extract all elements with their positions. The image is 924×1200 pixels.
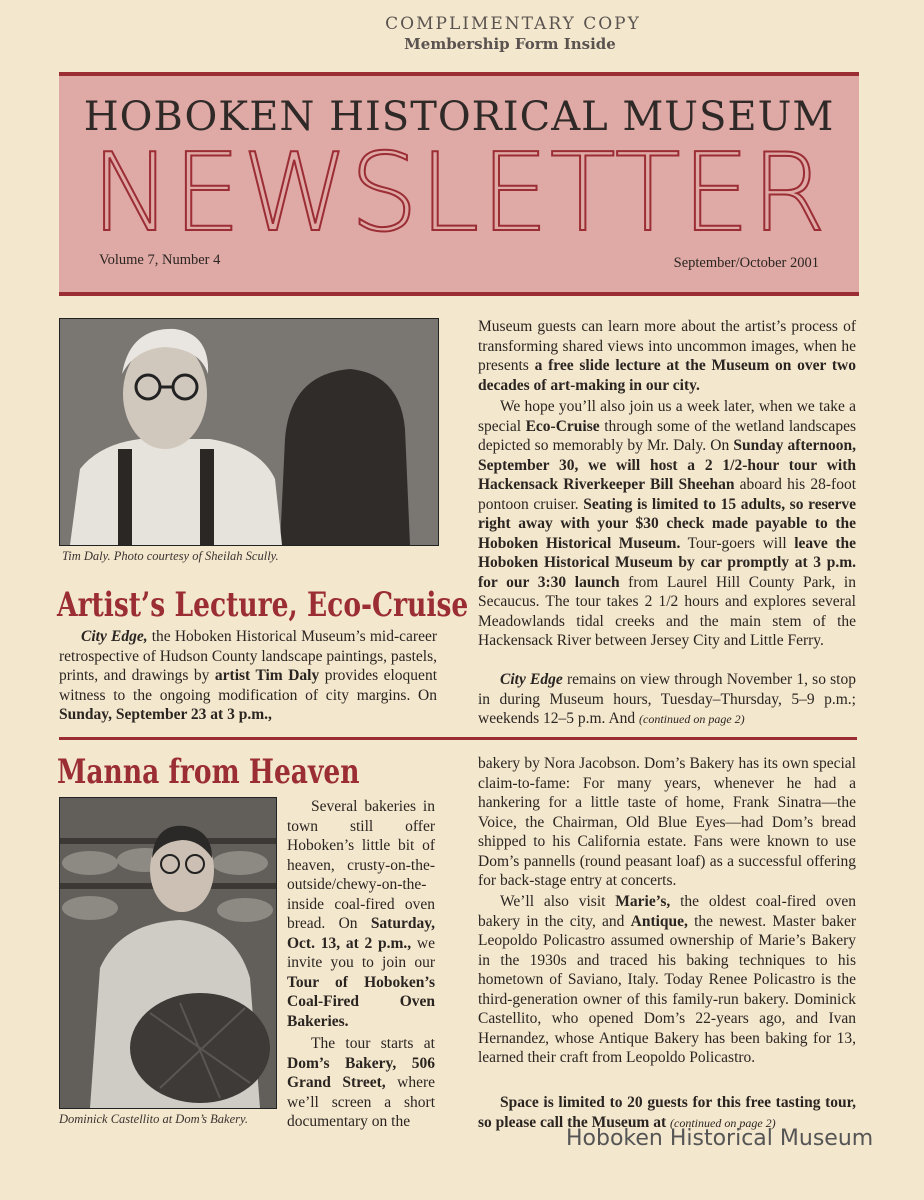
tim-daly-photo: [59, 318, 439, 546]
article-paragraph: Museum guests can learn more about the artist’s process of transforming shared views into uncommon images, when he presents a free slide lecture at the Museum on over two decades of art-making in our city.: [478, 318, 857, 394]
article-paragraph: We hope you’ll also join us a week later, when we take a special Eco-Cruise through some of the wetland landscapes depicted so memorably by Mr. Daly. On Sunday afternoon, September 30, we will host a 2 1/2-hour tour with Hackensack Riverkeeper Bill Sheehan aboard his 28-foot pontoon cruiser. Seating is limited to 15 adults, so reserve right away with your $30 check made payable to the Hoboken Historical Museum. Tour-goers will leave the Hoboken Historical Museum by car promptly at 3 p.m. for our 3:30 launch from Laurel Hill County Park, in Secaucus. The tour takes 2 1/2 hours and explores several Meadowlands tidal creeks and the main stem of the Hackensack River between Jersey City and Little Ferry.: [478, 398, 857, 649]
museum-name: HOBOKEN HISTORICAL MUSEUM: [83, 94, 835, 140]
continued-note: (continued on page 2): [639, 712, 745, 726]
article-paragraph: The tour starts at Dom’s Bakery, 506 Grand Street, where we’ll screen a short documentary on the: [287, 1035, 435, 1130]
photo-caption: Dominick Castellito at Dom’s Bakery.: [59, 1112, 248, 1126]
complimentary-copy-stamp: COMPLIMENTARY COPY: [385, 14, 641, 34]
article-headline: Manna from Heaven: [57, 752, 360, 792]
article-paragraph: We’ll also visit Marie’s, the oldest coal-fired oven bakery in the city, and Antique, the newest. Master baker Leopoldo Policastro assumed ownership of Marie’s Bakery in the 1930s and traced his baking techniques to his hometown of Saviano, Italy. Today Renee Policastro is the third-generation owner of this family-run bakery. Dominick Castellito, who opened Dom’s 22-years ago, and Ivan Hernandez, whose Antique Bakery has been baking for 13, learned their craft from Leopoldo Policastro.: [478, 893, 857, 1066]
membership-form-note: Membership Form Inside: [404, 35, 616, 53]
article-paragraph: City Edge remains on view through November 1, so stop in during Museum hours, Tuesday–Thursday, 5–9 p.m.; weekends 12–5 p.m. And (continued on page 2): [478, 671, 856, 727]
article-paragraph: Several bakeries in town still offer Hoboken’s little bit of heaven, crusty-on-the-outside/chewy-on-the-inside coal-fired oven bread. On Saturday, Oct. 13, at 2 p.m., we invite you to join our Tour of Hoboken’s Coal-Fired Oven Bakeries.: [287, 798, 435, 1030]
article-headline: Artist’s Lecture, Eco-Cruise: [57, 585, 469, 625]
baker-illustration: [60, 798, 276, 1108]
issue-date: September/October 2001: [673, 255, 819, 271]
portrait-illustration: [60, 319, 438, 545]
watermark: Hoboken Historical Museum: [566, 1126, 874, 1151]
article-paragraph: City Edge, the Hoboken Historical Museum’s mid-career retrospective of Hudson County landscape paintings, pastels, prints, and drawings by artist Tim Daly provides eloquent witness to the ongoing modification of city margins. On Sunday, September 23 at 3 p.m.,: [59, 628, 437, 723]
article-paragraph: bakery by Nora Jacobson. Dom’s Bakery has its own special claim-to-fame: For many years, whenever he had a hankering for a little taste of home, Frank Sinatra—the Voice, the Chairman, Old Blue Eyes—had Dom’s bread shipped to his California estate. Fans were known to use Dom’s pannells (round peasant loaf) as a successful offering for back-stage entry at concerts.: [478, 755, 856, 889]
continued-note: (continued on page 2): [670, 1115, 776, 1130]
volume-number: Volume 7, Number 4: [99, 252, 221, 268]
dominick-castellito-photo: [59, 797, 277, 1109]
section-divider: [59, 737, 857, 740]
photo-caption: Tim Daly. Photo courtesy of Sheilah Scully.: [62, 549, 279, 563]
article-paragraph: Space is limited to 20 guests for this free tasting tour, so please call the Museum at (continued on page 2): [478, 1094, 856, 1131]
newsletter-title: NEWSLETTER: [90, 131, 828, 256]
masthead: [59, 72, 859, 296]
